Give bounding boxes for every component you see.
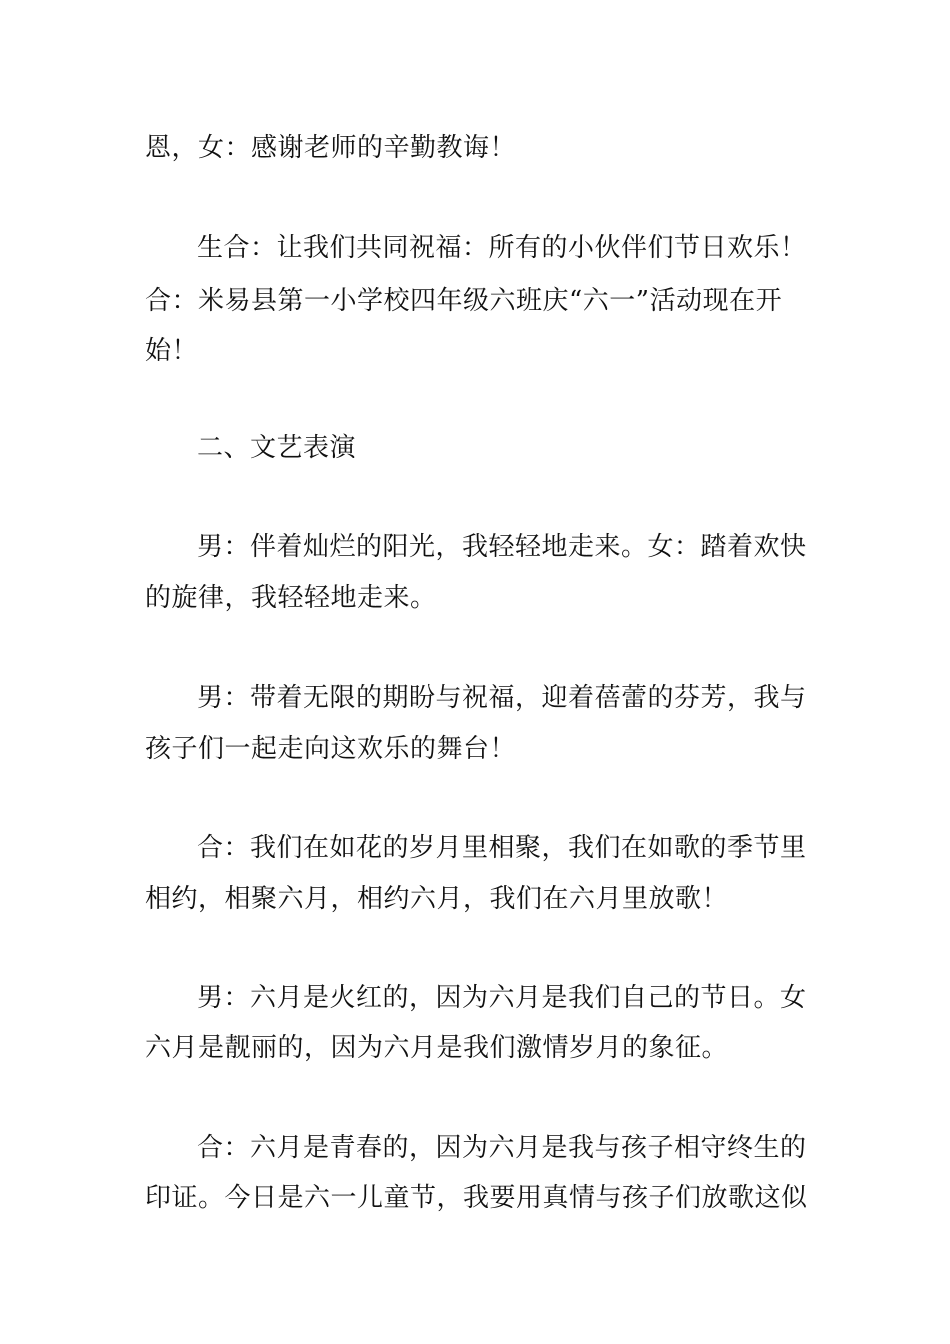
text-line: 孩子们一起走向这欢乐的舞台！ <box>145 734 517 764</box>
text-line: 男：六月是火红的，因为六月是我们自己的节日。女 <box>197 983 807 1013</box>
text-line: 合：我们在如花的岁月里相聚，我们在如歌的季节里 <box>197 833 807 863</box>
text-line: 的旋律，我轻轻地走来。 <box>145 583 437 613</box>
text-line: 恩，女：感谢老师的辛勤教诲！ <box>145 133 517 163</box>
text-line: 六月是靓丽的，因为六月是我们激情岁月的象征。 <box>145 1033 729 1063</box>
text-line: 合：米易县第一小学校四年级六班庆“六一”活动现在开 <box>145 286 783 316</box>
section-heading: 二、文艺表演 <box>197 433 357 463</box>
text-line: 印证。今日是六一儿童节，我要用真情与孩子们放歌这似 <box>145 1183 808 1213</box>
text-line: 合：六月是青春的，因为六月是我与孩子相守终生的 <box>197 1133 807 1163</box>
text-line: 男：伴着灿烂的阳光，我轻轻地走来。女：踏着欢快 <box>197 532 807 562</box>
text-line: 生合：让我们共同祝福：所有的小伙伴们节日欢乐！ <box>197 233 807 263</box>
text-line: 相约，相聚六月，相约六月，我们在六月里放歌！ <box>145 884 729 914</box>
text-line: 始！ <box>145 336 199 366</box>
text-line: 男：带着无限的期盼与祝福，迎着蓓蕾的芬芳，我与 <box>197 683 807 713</box>
